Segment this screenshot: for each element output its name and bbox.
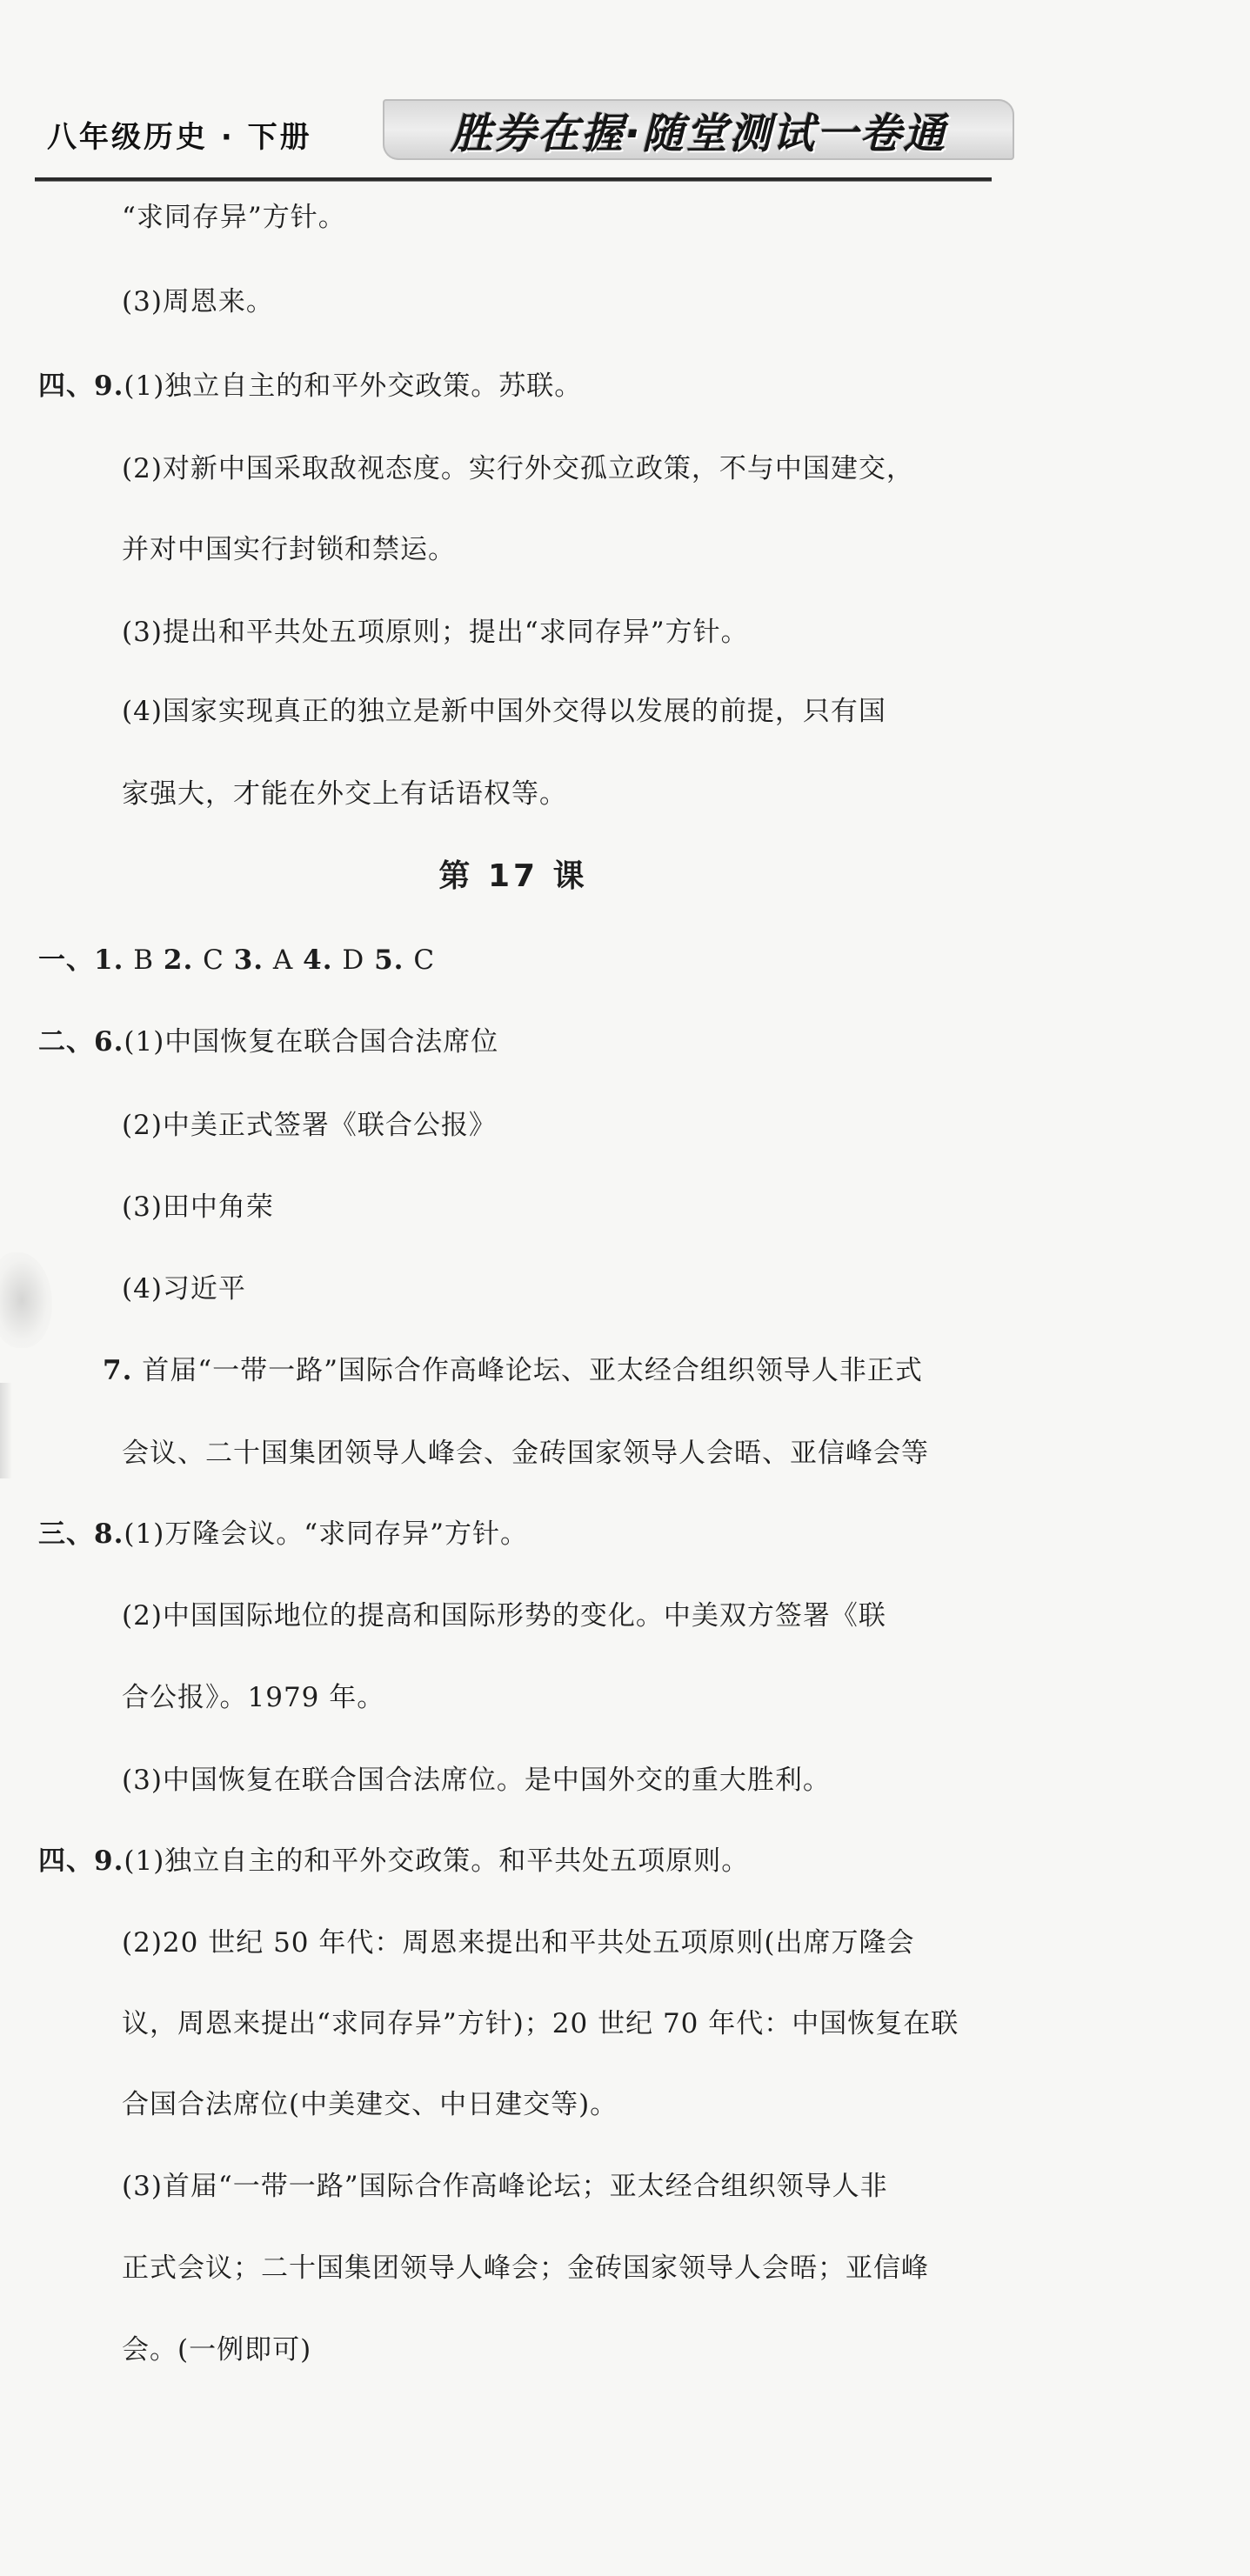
- answer-line: [38, 943, 435, 978]
- question-number: 2.: [163, 944, 194, 976]
- grade-book-label: 八年级历史 · 下册: [47, 120, 312, 155]
- answer-line: [38, 1844, 749, 1879]
- answer-line: 合公报》。1979 年。: [122, 1682, 385, 1713]
- answer-text: (1)中国恢复在联合国合法席位: [124, 1026, 499, 1058]
- answer-line: (4)习近平: [122, 1273, 246, 1305]
- answer-line: (2)中美正式签署《联合公报》: [122, 1110, 497, 1141]
- answer-line: 并对中国实行封锁和禁运。: [122, 534, 456, 565]
- page-header: [35, 94, 992, 181]
- header-divider: [35, 177, 992, 182]
- answer-text: A: [264, 944, 304, 976]
- answer-line: “求同存异”方针。: [122, 202, 346, 233]
- lesson-title: 第 17 课: [438, 858, 588, 894]
- question-number: 5.: [374, 944, 404, 976]
- page-edge-smudge: [0, 1252, 52, 1348]
- answer-text: (1)独立自主的和平外交政策。苏联。: [124, 370, 583, 402]
- answer-line: 会议、二十国集团领导人峰会、金砖国家领导人会晤、亚信峰会等: [122, 1438, 929, 1469]
- question-number: 二、6.: [38, 1026, 124, 1058]
- answer-text: 首届“一带一路”国际合作高峰论坛、亚太经合组织领导人非正式: [132, 1355, 923, 1386]
- answer-line: (4)国家实现真正的独立是新中国外交得以发展的前提，只有国: [122, 696, 886, 727]
- answer-text: C: [193, 944, 234, 976]
- answer-line: 会。(一例即可): [122, 2334, 312, 2366]
- question-number: 四、9.: [38, 1845, 124, 1877]
- answer-line: (3)田中角荣: [122, 1191, 274, 1223]
- answer-text: (1)万隆会议。“求同存异”方针。: [124, 1518, 528, 1550]
- page-edge-shadow: [0, 1383, 12, 1478]
- series-title-banner: [383, 99, 1014, 160]
- answer-line: (3)周恩来。: [122, 286, 274, 317]
- answer-line: (3)提出和平共处五项原则；提出“求同存异”方针。: [122, 617, 749, 648]
- answer-line: [38, 1517, 528, 1552]
- answer-line: (2)对新中国采取敌视态度。实行外交孤立政策，不与中国建交，: [122, 453, 914, 484]
- answer-line: (3)首届“一带一路”国际合作高峰论坛；亚太经合组织领导人非: [122, 2171, 888, 2202]
- answer-text: C: [404, 944, 436, 976]
- answer-line: 正式会议；二十国集团领导人峰会；金砖国家领导人会晤；亚信峰: [122, 2252, 929, 2284]
- answer-line: 合国合法席位(中美建交、中日建交等)。: [122, 2089, 618, 2120]
- answer-text: (1)独立自主的和平外交政策。和平共处五项原则。: [124, 1845, 750, 1877]
- answer-line: [38, 369, 582, 404]
- question-number: 4.: [303, 944, 333, 976]
- question-number: 一、1.: [38, 944, 124, 976]
- question-number: 7.: [103, 1355, 133, 1386]
- answer-text: D: [332, 944, 375, 976]
- answer-text: B: [124, 944, 164, 976]
- answer-line: [38, 1024, 498, 1059]
- answer-line: [103, 1353, 923, 1388]
- answer-line: (2)20 世纪 50 年代：周恩来提出和平共处五项原则(出席万隆会: [122, 1927, 915, 1959]
- question-number: 3.: [233, 944, 264, 976]
- answer-line: 家强大，才能在外交上有话语权等。: [122, 778, 567, 810]
- answer-line: (3)中国恢复在联合国合法席位。是中国外交的重大胜利。: [122, 1765, 831, 1796]
- question-number: 四、9.: [38, 370, 124, 402]
- answer-line: (2)中国国际地位的提高和国际形势的变化。中美双方签署《联: [122, 1600, 886, 1632]
- series-title: 胜券在握·随堂测试一卷通: [450, 109, 947, 158]
- question-number: 三、8.: [38, 1518, 124, 1550]
- answer-line: 议，周恩来提出“求同存异”方针)；20 世纪 70 年代：中国恢复在联: [122, 2008, 959, 2039]
